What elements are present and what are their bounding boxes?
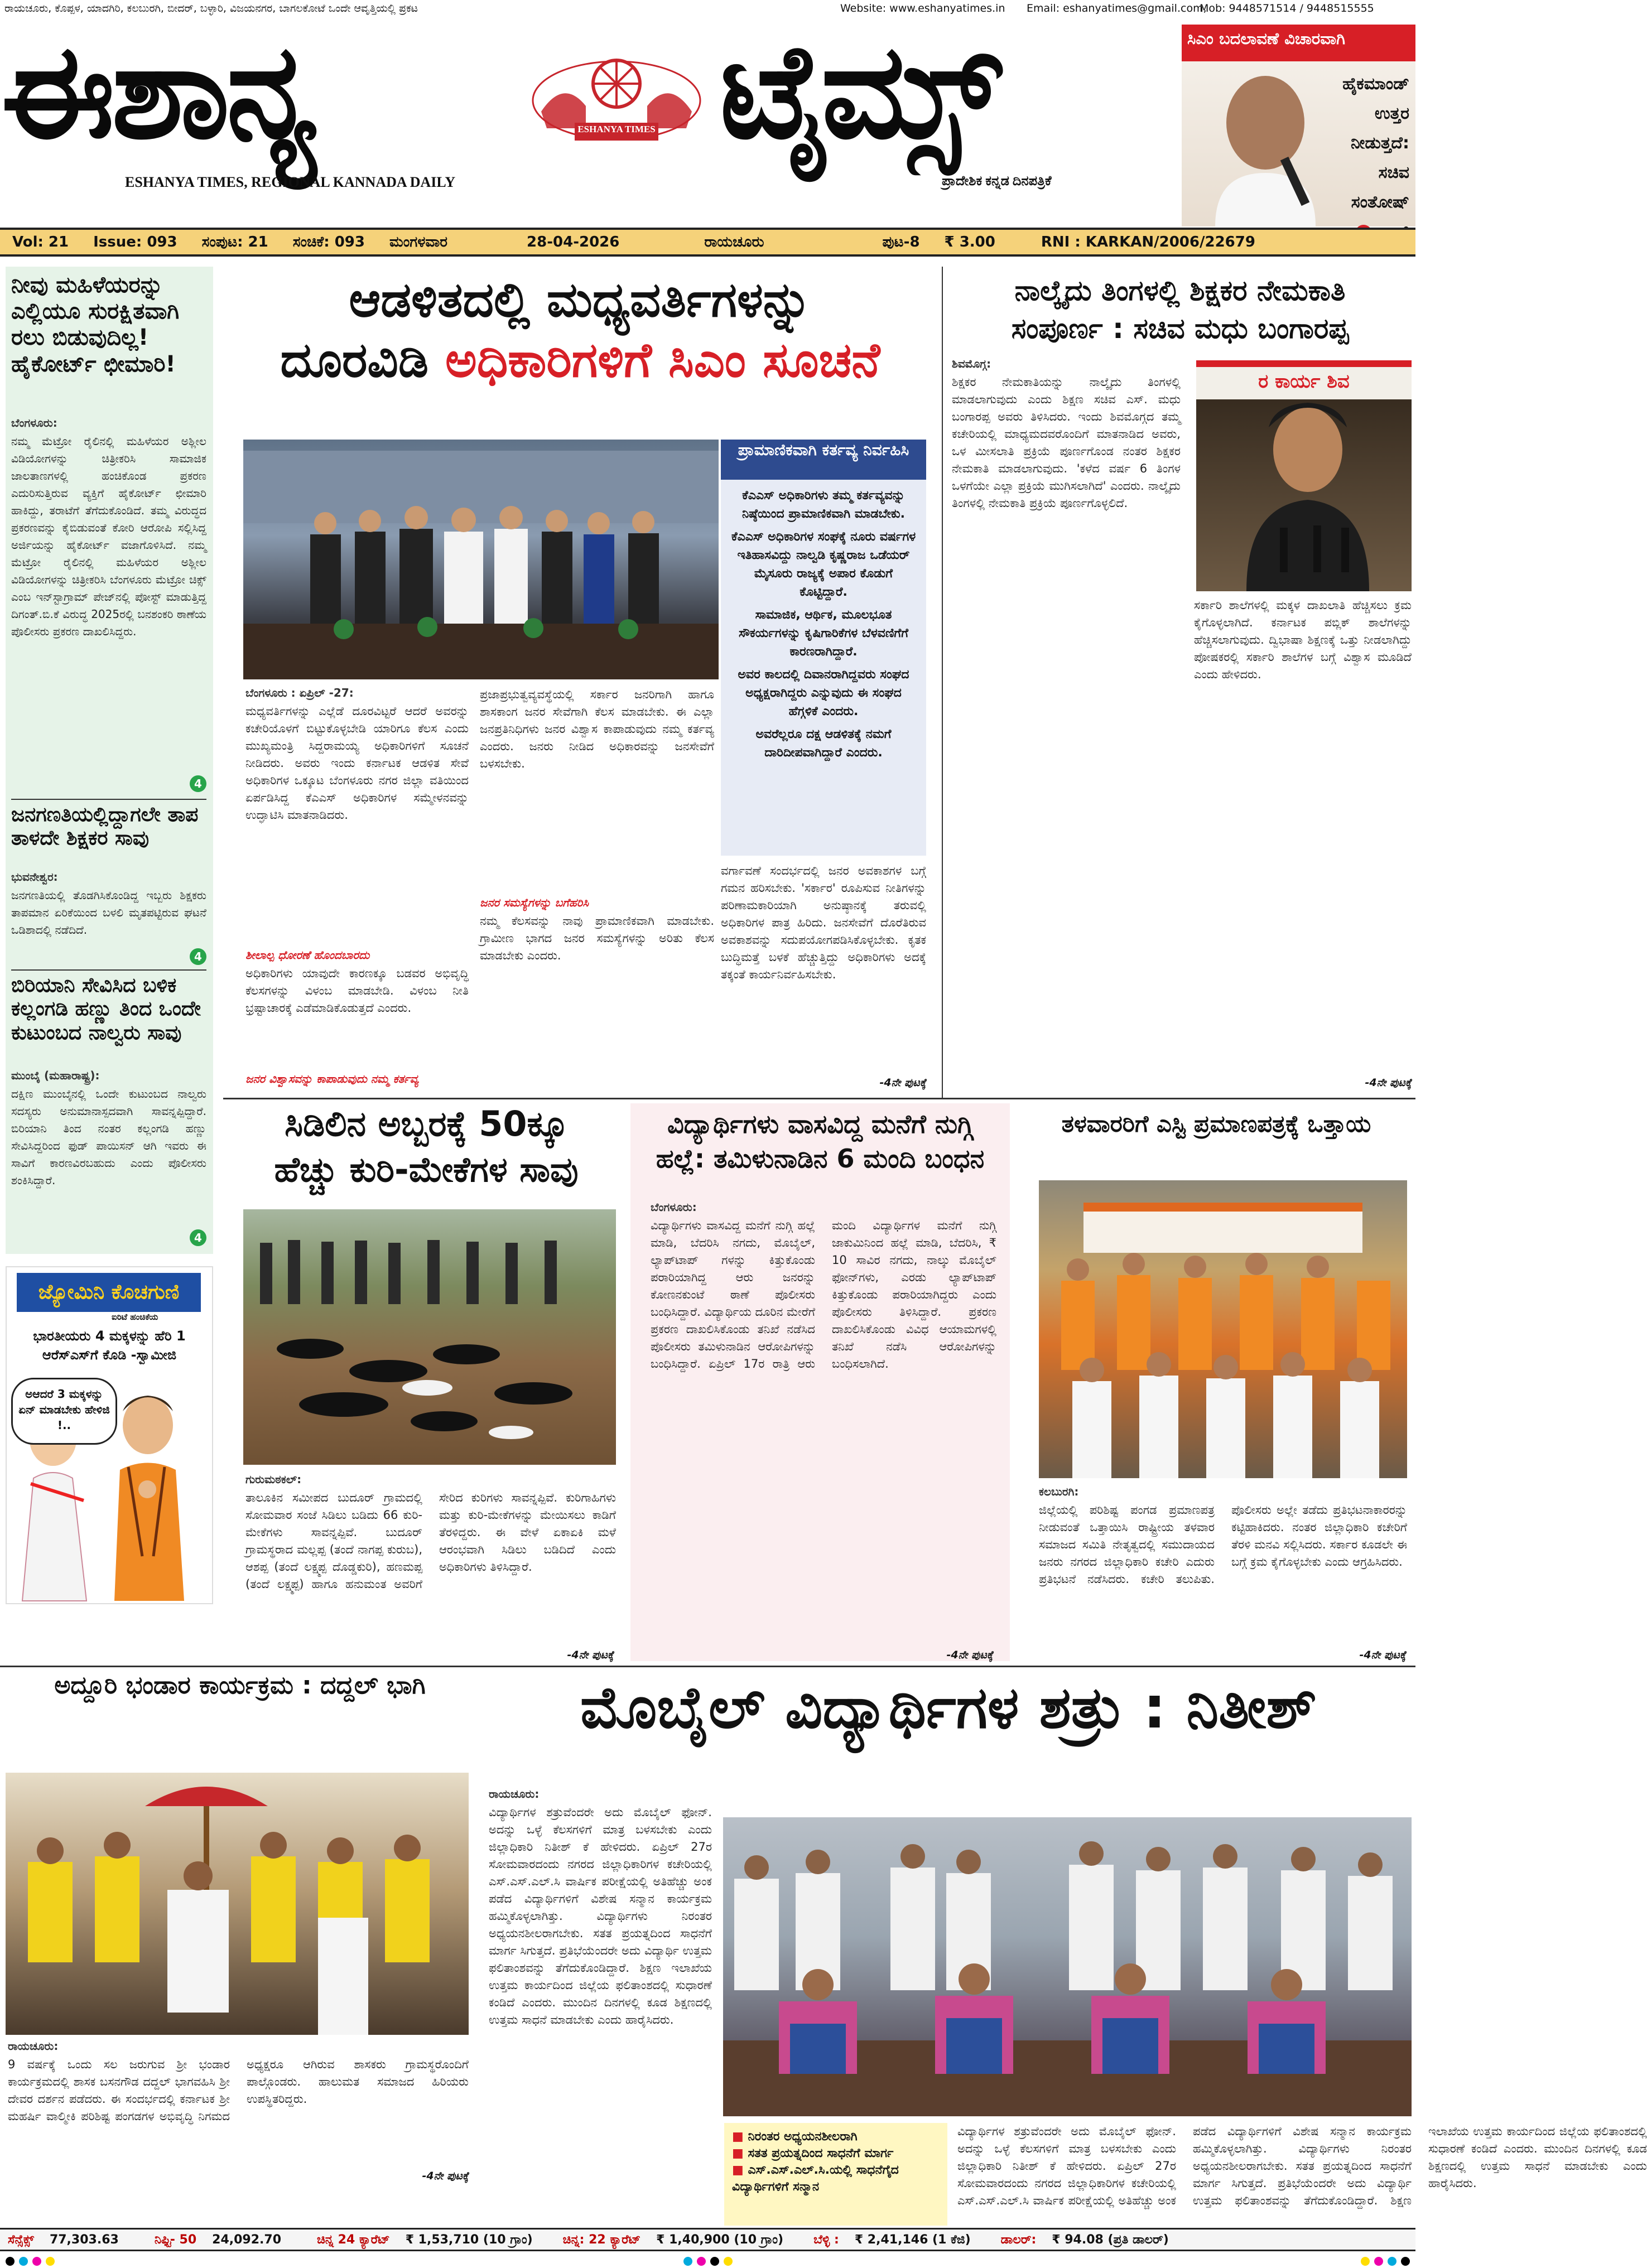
lead-box-item: ಅವರ ಕಾಲದಲ್ಲಿ ದಿವಾನರಾಗಿದ್ದವರು ಸಂಘದ ಅಧ್ಯಕ್ಷರಾಗಿದ್ದರು ಎನ್ನುವುದು ಈ ಸಂಘದ ಹೆಗ್ಗಳಿಕೆ ಎಂದರು. xyxy=(738,668,909,718)
brief-2-dateline: ಭುವನೇಶ್ವರ: xyxy=(11,870,58,884)
students-headline-line-1[interactable]: ವಿದ್ಯಾರ್ಥಿಗಳು ವಾಸವಿದ್ದ ಮನೆಗೆ ನುಗ್ಗಿ xyxy=(667,1109,973,1139)
lead-highlight-box xyxy=(721,480,926,856)
lead-box-item: ಸಾಮಾಜಿಕ, ಆರ್ಥಿಕ, ಮೂಲಭೂತ ಸೌಕರ್ಯಗಳನ್ನು ಕೃಷಿಗಾರಿಕೆಗಳ ಬೆಳವಣಿಗೆಗೆ ಕಾರಣರಾಗಿದ್ದಾರೆ. xyxy=(739,608,908,659)
lead-box-item: ಕೆಎಎಸ್ ಅಧಿಕಾರಿಗಳ ಸಂಘಕ್ಕೆ ನೂರು ವರ್ಷಗಳ ಇತಿಹಾಸವಿದ್ದು ನಾಲ್ವಡಿ ಕೃಷ್ಣರಾಜ ಒಡೆಯರ್ ಮೈಸೂರು ರಾಜ್ಯಕ್ಕೆ ಅಪಾರ ಕೊಡುಗೆ ಕೊಟ್ಟಿದ್ದಾರೆ. xyxy=(731,530,916,599)
lead-body-col-1b: ಅಧಿಕಾರಿಗಳು ಯಾವುದೇ ಕಾರಣಕ್ಕೂ ಬಡವರ ಅಭಿವೃದ್ಧಿ ಕೆಲಸಗಳನ್ನು ವಿಳಂಬ ಮಾಡಬೇಡಿ. ವಿಳಂಬ ನೀತಿ ಭ್ರಷ್ಟಾಚಾರಕ್ಕೆ ಎಡೆಮಾಡಿಕೊಡುತ್ತದೆ ಎಂದರು. xyxy=(245,967,469,1015)
yellow-dot-icon xyxy=(46,2257,55,2266)
lead-continued[interactable]: -4ನೇ ಪುಟಕ್ಕೆ xyxy=(879,1077,926,1089)
bullet-icon: ■ xyxy=(732,2130,748,2144)
lead-subhead-3: ಜನರ ಸಮಸ್ಯೆಗಳನ್ನು ಬಗೆಹರಿಸಿ xyxy=(480,896,589,909)
certificate-body: ಜಿಲ್ಲೆಯಲ್ಲಿ ಪರಿಶಿಷ್ಟ ಪಂಗಡ ಪ್ರಮಾಣಪತ್ರ ನೀಡುವಂತೆ ಒತ್ತಾಯಿಸಿ ರಾಷ್ಟ್ರೀಯ ತಳವಾರ ಸಮಾಜದ ಸಮಿತಿ ನೇತೃತ್ವದಲ್ಲಿ ಸಮುದಾಯದ ಜನರು ನಗರದ ಜಿಲ್ಲಾಧಿಕಾರಿ ಕಚೇರಿ ಎದುರು ಪ್ರತಿಭಟನೆ ನಡೆಸಿದರು. ಕಚೇರಿ ತಲುಪಿತು. ಪೊಲೀಸರು ಅಲ್ಲೇ ತಡೆದು ಪ್ರತಿಭಟನಾಕಾರರನ್ನು ಕಟ್ಟಿಹಾಕಿದರು. ನಂತರ ಜಿಲ್ಲಾಧಿಕಾರಿ ಕಚೇರಿಗೆ ತೆರಳಿ ಮನವಿ ಸಲ್ಲಿಸಿದರು. ಸರ್ಕಾರ ಕೂಡಲೇ ಈ ಬಗ್ಗೆ ಕ್ರಮ ಕೈಗೊಳ್ಳಬೇಕು ಎಂದು ಆಗ್ರಹಿಸಿದರು. xyxy=(1039,1503,1407,1586)
samputa: ಸಂಪುಟ: 21 xyxy=(201,233,268,250)
dollar-value: ₹ 94.08 (ಪ್ರತಿ ಡಾಲರ್) xyxy=(1052,2232,1169,2247)
addur-dateline: ರಾಯಚೂರು: xyxy=(8,2039,59,2053)
silver-value: ₹ 2,41,146 (1 ಕೆಜಿ) xyxy=(854,2232,971,2247)
sidilu-body: ತಾಲೂಕಿನ ಸಮೀಪದ ಬುದೂರ್ ಗ್ರಾಮದಲ್ಲಿ ಸೋಮವಾರ ಸಂಜೆ ಸಿಡಿಲು ಬಡಿದು 66 ಕುರಿ-ಮೇಕೆಗಳು ಸಾವನ್ನಪ್ಪಿವೆ. ಬುದೂರ್ ಗ್ರಾಮಸ್ಥರಾದ ಮಲ್ಲಪ್ಪ (ತಂದೆ ನಾಗಪ್ಪ ಕುರುಬ), ಆಶಪ್ಪ (ತಂದೆ ಲಕ್ಷ್ಮಪ್ಪ ದೊಡ್ಡಕುರಿ), ಹಣಮಪ್ಪ (ತಂದೆ ಲಕ್ಷ್ಮಪ್ಪ) ಹಾಗೂ ಹನುಮಂತ ಅವರಿಗೆ ಸೇರಿದ ಕುರಿಗಳು ಸಾವನ್ನಪ್ಪಿವೆ. ಕುರಿಗಾಹಿಗಳು ಮತ್ತು ಕುರಿ-ಮೇಕೆಗಳನ್ನು ಮೇಯಿಸಲು ಕಾಡಿಗೆ ತೆರಳಿದ್ದರು. ಈ ವೇಳೆ ಏಕಾಏಕಿ ಮಳೆ ಆರಂಭವಾಗಿ ಸಿಡಿಲು ಬಡಿದಿದೆ ಎಂದು ಅಧಿಕಾರಿಗಳು ತಿಳಿಸಿದ್ದಾರೆ. xyxy=(245,1491,616,1591)
yellow-dot-icon xyxy=(724,2257,733,2266)
bullet-icon: ■ xyxy=(732,2146,748,2160)
ear-line-1: ಸಿಎಂ ಬದಲಾವಣೆ ವಿಚಾರವಾಗಿ xyxy=(1187,29,1345,48)
mobile-bullet-text: ನಿರಂತರ ಅಧ್ಯಯನಶೀಲರಾಗಿ xyxy=(748,2130,858,2144)
brief-2-body: ಜನಗಣತಿಯಲ್ಲಿ ತೊಡಗಿಸಿಕೊಂಡಿದ್ದ ಇಬ್ಬರು ಶಿಕ್ಷಕರು ತಾಪಮಾನ ಏರಿಕೆಯಿಂದ ಬಳಲಿ ಮೃತಪಟ್ಟಿರುವ ಘಟನೆ ಒಡಿಶಾದಲ್ಲಿ ನಡೆದಿದೆ. xyxy=(11,889,206,937)
students-dateline: ಬೆಂಗಳೂರು: xyxy=(651,1200,697,1214)
nifty-label: ನಿಫ್ಟಿ- 50 xyxy=(154,2232,197,2247)
lead-body-col-2: ಪ್ರಜಾಪ್ರಭುತ್ವವ್ಯವಸ್ಥೆಯಲ್ಲಿ ಸರ್ಕಾರ ಜನರಿಗಾಗಿ ಹಾಗೂ ಶಾಸಕಾಂಗ ಜನರ ಸೇವೆಗಾಗಿ ಕೆಲಸ ಮಾಡಬೇಕು. ಈ ಎಲ್ಲಾ ಜನಪ್ರತಿನಿಧಿಗಳು ಜನರ ವಿಶ್ವಾಸ ಕಾಪಾಡುವುದು ನಮ್ಮ ಕರ್ತವ್ಯ ಎಂದರು. ಜನರು ನೀಡಿದ ಅಧಿಕಾರವನ್ನು ಜನಸೇವೆಗೆ ಬಳಸಬೇಕು. xyxy=(480,688,714,770)
brief-1-headline[interactable]: ನೀವು ಮಹಿಳೆಯರನ್ನು ಎಲ್ಲಿಯೂ ಸುರಕ್ಷಿತವಾಗಿ ರಲು ಬಿಡುವುದಿಲ್ಲ! ಹೈಕೋರ್ಟ್ ಛೀಮಾರಿ! xyxy=(11,272,180,377)
madhu-headline-line-1[interactable]: ನಾಲ್ಕೈದು ತಿಂಗಳಲ್ಲಿ ಶಿಕ್ಷಕರ ನೇಮಕಾತಿ xyxy=(1014,274,1346,307)
students-headline-line-2[interactable]: ಹಲ್ಲೆ: ತಮಿಳುನಾಡಿನ 6 ಮಂದಿ ಬಂಧನ xyxy=(656,1143,985,1174)
lead-box-item: ಅವರೆಲ್ಲರೂ ದಕ್ಷ ಆಡಳಿತಕ್ಕೆ ನಮಗೆ ದಾರಿದೀಪವಾಗಿದ್ದಾರೆ ಎಂದರು. xyxy=(755,727,892,760)
mobile-bullet xyxy=(732,2162,940,2195)
masthead-subtitle-kn: ಪ್ರಾದೇಶಿಕ ಕನ್ನಡ ದಿನಪತ್ರಿಕೆ xyxy=(942,174,1052,189)
brief-3-page-ref[interactable]: 4 xyxy=(190,1229,206,1246)
price: ₹ 3.00 xyxy=(944,234,995,250)
issue-info-bar xyxy=(0,228,1415,257)
brief-1-dateline: ಬೆಂಗಳೂರು: xyxy=(11,416,57,430)
lead-box-title: ಪ್ರಾಮಾಣಿಕವಾಗಿ ಕರ್ತವ್ಯ ನಿರ್ವಹಿಸಿ xyxy=(721,440,926,480)
emblem-logo xyxy=(524,45,709,156)
color-marks-left xyxy=(6,2257,55,2267)
cartoon-caption: ಭಾರತೀಯರು 4 ಮಕ್ಕಳನ್ನು ಹೆರಿ 1 ಆರೆಸ್‌ಎಸ್‌ಗೆ ಕೊಡಿ -ಸ್ವಾಮೀಜಿ xyxy=(33,1328,186,1363)
yellow-dot-icon xyxy=(1361,2257,1370,2266)
madhu-continued[interactable]: -4ನೇ ಪುಟಕ್ಕೆ xyxy=(1365,1077,1412,1089)
brief-1-body: ನಮ್ಮ ಮೆಟ್ರೋ ರೈಲಿನಲ್ಲಿ ಮಹಿಳೆಯರ ಅಶ್ಲೀಲ ವಿಡಿಯೋಗಳನ್ನು ಚಿತ್ರೀಕರಿಸಿ ಸಾಮಾಜಿಕ ಜಾಲತಾಣಗಳಲ್ಲಿ ಹಂಚಿಕೊಂಡ ಪ್ರಕರಣ ಎದುರಿಸುತ್ತಿರುವ ವ್ಯಕ್ತಿಗೆ ಹೈಕೋರ್ಟ್ ಛೀಮಾರಿ ಹಾಕಿದ್ದು, ತರಾಟೆಗೆ ತೆಗೆದುಕೊಂಡಿದೆ. ತಮ್ಮ ವಿರುದ್ಧದ ಪ್ರಕರಣವನ್ನು ಕೈಬಿಡುವಂತೆ ಕೋರಿ ಆರೋಪಿ ಸಲ್ಲಿಸಿದ್ದ ಅರ್ಜಿಯನ್ನು ಹೈಕೋರ್ಟ್ ವಜಾಗೊಳಿಸಿದೆ. ನಮ್ಮ ಮೆಟ್ರೋ ರೈಲಿನಲ್ಲಿ ಮಹಿಳೆಯರ ಅಶ್ಲೀಲ ವಿಡಿಯೋಗಳನ್ನು ಚಿತ್ರೀಕರಿಸಿ ಬೆಂಗಳೂರು ಮೆಟ್ರೋ ಚಿಕ್ಸ್ ಎಂಬ ಇನ್‌ಸ್ಟಾಗ್ರಾಮ್ ಪೇಜ್‌ನಲ್ಲಿ ಪೋಸ್ಟ್ ಮಾಡುತ್ತಿದ್ದ ದಿಗಂತ್.ಬಿ.ಕೆ ವಿರುದ್ಧ 2025ರಲ್ಲಿ ಬನಶಂಕರಿ ಠಾಣೆಯ ಪೊಲೀಸರು ಪ್ರಕರಣ ದಾಖಲಿಸಿದ್ದರು. xyxy=(11,435,206,638)
brief-3-dateline: ಮುಂಬೈ (ಮಹಾರಾಷ್ಟ್ರ): xyxy=(11,1069,100,1082)
masthead-subtitle-en: ESHANYA TIMES, REGIONAL KANNADA DAILY xyxy=(125,174,456,190)
ear-line-6: ಸಂತೋಷ್ xyxy=(1351,192,1409,212)
addur-continued[interactable]: -4ನೇ ಪುಟಕ್ಕೆ xyxy=(422,2170,469,2182)
divider xyxy=(11,969,206,971)
certificate-photo xyxy=(1039,1180,1407,1478)
lead-body-col-3: ವರ್ಗಾವಣೆ ಸಂದರ್ಭದಲ್ಲಿ ಜನರ ಅವಕಾಶಗಳ ಬಗ್ಗೆ ಗಮನ ಹರಿಸಬೇಕು. 'ಸರ್ಕಾರ' ರೂಪಿಸುವ ನೀತಿಗಳನ್ನು ಪರಿಣಾಮಕಾರಿಯಾಗಿ ಅನುಷ್ಠಾನಕ್ಕೆ ತರುವಲ್ಲಿ ಅಧಿಕಾರಿಗಳ ಪಾತ್ರ ಹಿರಿದು. ಜನಸೇವೆಗೆ ದೊರೆತಿರುವ ಅವಕಾಶವನ್ನು ಸದುಪಯೋಗಪಡಿಸಿಕೊಳ್ಳಬೇಕು. ಕೃತಕ ಬುದ್ಧಿಮತ್ತೆ ಬಳಕೆ ಹೆಚ್ಚುತ್ತಿದ್ದು ಅಧಿಕಾರಿಗಳು ಅದಕ್ಕೆ ತಕ್ಕಂತೆ ಕಾರ್ಯನಿರ್ವಹಿಸಬೇಕು. xyxy=(721,864,926,981)
madhu-body-col-2: ಸರ್ಕಾರಿ ಶಾಲೆಗಳಲ್ಲಿ ಮಕ್ಕಳ ದಾಖಲಾತಿ ಹೆಚ್ಚಿಸಲು ಕ್ರಮ ಕೈಗೊಳ್ಳಲಾಗಿದೆ. ಕರ್ನಾಟಕ ಪಬ್ಲಿಕ್ ಶಾಲೆಗಳನ್ನು ಹೆಚ್ಚಿಸಲಾಗುವುದು. ದ್ವಿಭಾಷಾ ಶಿಕ್ಷಣಕ್ಕೆ ಒತ್ತು ನೀಡಲಾಗಿದ್ದು ಪೋಷಕರಲ್ಲಿ ಸರ್ಕಾರಿ ಶಾಲೆಗಳ ಬಗ್ಗೆ ವಿಶ್ವಾಸ ಮೂಡಿದೆ ಎಂದು ಹೇಳಿದರು. xyxy=(1194,599,1412,681)
mobile-bullet-text: ಸತತ ಪ್ರಯತ್ನದಿಂದ ಸಾಧನೆಗೆ ಮಾರ್ಗ xyxy=(748,2146,894,2160)
masthead-title-left: ಈಶಾನ್ಯ xyxy=(1,14,314,168)
lead-headline-black: ದೂರವಿಡಿ xyxy=(280,332,446,388)
dollar-label: ಡಾಲರ್: xyxy=(1000,2232,1037,2247)
cyan-dot-icon xyxy=(1388,2257,1396,2266)
lead-body-col-2b: ನಮ್ಮ ಕೆಲಸವನ್ನು ನಾವು ಪ್ರಾಮಾಣಿಕವಾಗಿ ಮಾಡಬೇಕು. ಗ್ರಾಮೀಣ ಭಾಗದ ಜನರ ಸಮಸ್ಯೆಗಳನ್ನು ಅರಿತು ಕೆಲಸ ಮಾಡಬೇಕು ಎಂದರು. xyxy=(480,914,714,962)
issue-date: 28-04-2026 xyxy=(527,234,620,250)
color-marks-center xyxy=(683,2257,733,2267)
madhu-dateline: ಶಿವಮೊಗ್ಗ: xyxy=(952,357,991,370)
lead-body-col-1: ಮಧ್ಯವರ್ತಿಗಳನ್ನು ಎಲ್ಲೆಡೆ ದೂರವಿಟ್ಟರೆ ಆದರೆ ಅವರನ್ನು ಕಚೇರಿಯೊಳಗೆ ಬಿಟ್ಟುಕೊಳ್ಳಬೇಡಿ ಯಾರಿಗೂ ಕೆಲಸ ಎಂದು ಮುಖ್ಯಮಂತ್ರಿ ಸಿದ್ದರಾಮಯ್ಯ ಅಧಿಕಾರಿಗಳಿಗೆ ಸೂಚನೆ ನೀಡಿದರು. ಅವರು ಇಂದು ಕರ್ನಾಟಕ ಆಡಳಿತ ಸೇವೆ ಅಧಿಕಾರಿಗಳ ಒಕ್ಕೂಟ ಬೆಂಗಳೂರು ನಗರ ಜಿಲ್ಲಾ ವತಿಯಿಂದ ಏರ್ಪಡಿಸಿದ್ದ ಕೆಎಎಸ್ ಅಧಿಕಾರಿಗಳ ಸಮ್ಮೇಳನವನ್ನು ಉದ್ಘಾಟಿಸಿ ಮಾತನಾಡಿದರು. xyxy=(245,704,469,822)
nifty-value: 24,092.70 xyxy=(212,2232,282,2247)
mobile-body-col-1: ವಿದ್ಯಾರ್ಥಿಗಳ ಶತ್ರುವೆಂದರೇ ಅದು ಮೊಬೈಲ್ ಫೋನ್. ಅದನ್ನು ಒಳ್ಳೆ ಕೆಲಸಗಳಿಗೆ ಮಾತ್ರ ಬಳಸಬೇಕು ಎಂದು ಜಿಲ್ಲಾಧಿಕಾರಿ ನಿತೀಶ್ ಕೆ ಹೇಳಿದರು. ಏಪ್ರಿಲ್ 27ರ ಸೋಮವಾರದಂದು ನಗರದ ಜಿಲ್ಲಾಧಿಕಾರಿಗಳ ಕಚೇರಿಯಲ್ಲಿ ಎಸ್.ಎಸ್.ಎಲ್.ಸಿ ವಾರ್ಷಿಕ ಪರೀಕ್ಷೆಯಲ್ಲಿ ಅತಿಹೆಚ್ಚು ಅಂಕ ಪಡೆದ ವಿದ್ಯಾರ್ಥಿಗಳಿಗೆ ವಿಶೇಷ ಸನ್ಮಾನ ಕಾರ್ಯಕ್ರಮ ಹಮ್ಮಿಕೊಳ್ಳಲಾಗಿತ್ತು. ವಿದ್ಯಾರ್ಥಿಗಳು ನಿರಂತರ ಅಧ್ಯಯನಶೀಲರಾಗಬೇಕು. ಸತತ ಪ್ರಯತ್ನದಿಂದ ಸಾಧನೆಗೆ ಮಾರ್ಗ ಸಿಗುತ್ತದೆ. ಪ್ರತಿಭೆಯೆಂದರೇ ಅದು ವಿದ್ಯಾರ್ಥಿ ಉತ್ತಮ ಫಲಿತಾಂಶವನ್ನು ತೆಗೆದುಕೊಂಡಿದ್ದಾರೆ. ಶಿಕ್ಷಣ ಇಲಾಖೆಯ ಉತ್ತಮ ಕಾರ್ಯದಿಂದ ಜಿಲ್ಲೆಯ ಫಲಿತಾಂಶದಲ್ಲಿ ಸುಧಾರಣೆ ಕಂಡಿದೆ ಎಂದರು. ಮುಂದಿನ ದಿನಗಳಲ್ಲಿ ಕೂಡ ಶಿಕ್ಷಣದಲ್ಲಿ ಉತ್ತಮ ಸಾಧನೆ ಮಾಡಬೇಕು ಎಂದು ಹಾರೈಸಿದರು. xyxy=(489,1806,712,2026)
cartoon-speech-bubble: ಅಆದರೆ 3 ಮಕ್ಕಳನ್ನು ಏನ್ ಮಾಡಬೇಕು ಹೇಳಿಜಿ !.. xyxy=(11,1378,117,1445)
lead-headline-red: ಅಧಿಕಾರಿಗಳಿಗೆ ಸಿಎಂ ಸೂಚನೆ xyxy=(445,332,880,388)
website[interactable]: Website: www.eshanyatimes.in xyxy=(840,2,1005,15)
brief-1-page-ref[interactable]: 4 xyxy=(190,775,206,792)
weekday: ಮಂಗಳವಾರ xyxy=(389,233,448,250)
emblem-text: ESHANYA TIMES xyxy=(577,124,656,134)
madhu-body-col-1: ಶಿಕ್ಷಕರ ನೇಮಕಾತಿಯನ್ನು ನಾಲ್ಕೈದು ತಿಂಗಳಲ್ಲಿ ಮಾಡಲಾಗುವುದು ಎಂದು ಶಿಕ್ಷಣ ಸಚಿವ ಎಸ್. ಮಧು ಬಂಗಾರಪ್ಪ ಅವರು ತಿಳಿಸಿದರು. ಇಂದು ಶಿವಮೊಗ್ಗದ ತಮ್ಮ ಕಚೇರಿಯಲ್ಲಿ ಮಾಧ್ಯಮದವರೊಂದಿಗೆ ಮಾತನಾಡಿದ ಅವರು, ಒಳ ಮೀಸಲಾತಿ ಪ್ರಕ್ರಿಯೆ ಪೂರ್ಣಗೊಂಡ ನಂತರ ಶಿಕ್ಷಕರ ನೇಮಕಾತಿ ಮಾಡಲಾಗುವುದು. 'ಕಳೆದ ವರ್ಷ 6 ತಿಂಗಳ ಒಳಗೆಯೇ ಎಲ್ಲಾ ಪ್ರಕ್ರಿಯೆ ಮುಗಿಸಲಾಗಿದೆ' ಎಂದರು. ನಾಲ್ಕೈದು ತಿಂಗಳಲ್ಲಿ ನೇಮಕಾತಿ ಪ್ರಕ್ರಿಯೆ ಪೂರ್ಣಗೊಳ್ಳಲಿದೆ. xyxy=(952,375,1181,510)
sidilu-headline-line-1[interactable]: ಸಿಡಿಲಿನ ಅಬ್ಬರಕ್ಕೆ 50ಕ್ಕೂ xyxy=(285,1103,568,1144)
market-ticker xyxy=(0,2228,1415,2251)
brief-2-page-ref[interactable]: 4 xyxy=(190,948,206,965)
masthead-title-right: ಟೈಮ್ಸ್ xyxy=(720,14,998,168)
sensex-label: ಸೆನ್ಸೆಕ್ಸ್ xyxy=(8,2232,34,2247)
addur-body: 9 ವರ್ಷಕ್ಕೆ ಒಂದು ಸಲ ಜರುಗುವ ಶ್ರೀ ಭಂಡಾರ ಕಾರ್ಯಕ್ರಮದಲ್ಲಿ ಶಾಸಕ ಬಸನಗೌಡ ದದ್ದಲ್ ಭಾಗವಹಿಸಿ ಶ್ರೀ ದೇವರ ದರ್ಶನ ಪಡೆದರು. ಈ ಸಂದರ್ಭದಲ್ಲಿ ಕರ್ನಾಟಕ ಶ್ರೀ ಮಹರ್ಷಿ ವಾಲ್ಮೀಕಿ ಪರಿಶಿಷ್ಟ ಪಂಗಡಗಳ ಅಭಿವೃದ್ಧಿ ನಿಗಮದ ಅಧ್ಯಕ್ಷರೂ ಆಗಿರುವ ಶಾಸಕರು ಗ್ರಾಮಸ್ಥರೊಂದಿಗೆ ಪಾಲ್ಗೊಂಡರು. ಹಾಲುಮತ ಸಮಾಜದ ಹಿರಿಯರು ಉಪಸ್ಥಿತರಿದ್ದರು. xyxy=(8,2058,469,2123)
ear-line-4: ನೀಡುತ್ತದೆ: xyxy=(1351,133,1409,153)
registration-marks xyxy=(6,2257,1410,2267)
cartoon-title: ಜ್ಯೋಮಿನಿ ಕೊಚಗುಣಿ xyxy=(17,1273,201,1312)
cartoon-drawing xyxy=(11,1372,208,1601)
mobile-highlights-box xyxy=(724,2123,947,2226)
magenta-dot-icon xyxy=(1374,2257,1383,2266)
certificate-dateline: ಕಲಬುರಗಿ: xyxy=(1039,1485,1079,1498)
column-rule xyxy=(942,267,943,1098)
mobile-bullet xyxy=(732,2129,940,2145)
magenta-dot-icon xyxy=(697,2257,706,2266)
gold22-label: ಚಿನ್ನ: 22 ಕ್ಯಾರೆಟ್ xyxy=(562,2232,641,2247)
lead-subhead-1: ಶೀಲಾಲ್ಪ ಧೋರಣೆ ಹೊಂದಬಾರದು xyxy=(245,948,370,962)
addur-photo xyxy=(6,1773,469,2035)
mobile-headline[interactable]: ಮೊಬೈಲ್ ವಿದ್ಯಾರ್ಥಿಗಳ ಶತ್ರು : ನಿತೀಶ್ xyxy=(580,1673,1317,1741)
rni-number: RNI : KARKAN/2006/22679 xyxy=(1041,234,1255,250)
sensex-value: 77,303.63 xyxy=(49,2232,119,2247)
lead-headline-line-1[interactable]: ಆಡಳಿತದಲ್ಲಿ ಮಧ್ಯವರ್ತಿಗಳನ್ನು xyxy=(349,272,812,328)
gold22-value: ₹ 1,40,900 (10 ಗ್ರಾಂ) xyxy=(656,2232,784,2247)
silver-label: ಬೆಳ್ಳಿ : xyxy=(813,2232,839,2247)
sidilu-photo xyxy=(243,1209,616,1465)
black-dot-icon xyxy=(6,2257,15,2266)
color-marks-right xyxy=(1361,2257,1410,2267)
lead-dateline: ಬೆಂಗಳೂರು : ಏಪ್ರಿಲ್ -27: xyxy=(245,686,354,699)
lead-headline-line-2[interactable] xyxy=(223,332,937,393)
brief-2-headline[interactable]: ಜನಗಣತಿಯಲ್ಲಿದ್ದಾಗಲೇ ತಾಪ ತಾಳದೇ ಶಿಕ್ಷಕರ ಸಾವು xyxy=(11,803,199,850)
sidilu-continued[interactable]: -4ನೇ ಪುಟಕ್ಕೆ xyxy=(567,1649,614,1661)
gold24-label: ಚಿನ್ನ 24 ಕ್ಯಾರೆಟ್ xyxy=(317,2232,390,2247)
black-dot-icon xyxy=(1401,2257,1410,2266)
mobile-bullet xyxy=(732,2145,940,2162)
issue: Issue: 093 xyxy=(93,234,177,250)
magenta-dot-icon xyxy=(32,2257,41,2266)
cartoon-byline: ಐರಿಟೆ ಹಂಚಿಕೆಯ xyxy=(112,1312,158,1322)
students-continued[interactable]: -4ನೇ ಪುಟಕ್ಕೆ xyxy=(946,1649,993,1661)
cyan-dot-icon xyxy=(683,2257,692,2266)
gold24-value: ₹ 1,53,710 (10 ಗ್ರಾಂ) xyxy=(405,2232,533,2247)
districts-line: ರಾಯಚೂರು, ಕೊಪ್ಪಳ, ಯಾದಗಿರಿ, ಕಲಬುರಗಿ, ಬೀದರ್, ಬಳ್ಳಾರಿ, ವಿಜಯನಗರ, ಬಾಗಲಕೋಟೆ ಒಂದೇ ಆವೃತ್ತಿಯಲ್ಲಿ ಪ್ರಕಟ xyxy=(4,2,418,15)
lead-photo xyxy=(243,440,719,679)
lead-box-item: ಕೆಎಎಸ್ ಅಧಿಕಾರಿಗಳು ತಮ್ಮ ಕರ್ತವ್ಯವನ್ನು ನಿಷ್ಠೆಯಿಂದ ಪ್ರಾಮಾಣಿಕವಾಗಿ ಮಾಡಬೇಕು. xyxy=(741,489,906,521)
lead-subhead-2: ಜನರ ವಿಶ್ವಾಸವನ್ನು ಕಾಪಾಡುವುದು ನಮ್ಮ ಕರ್ತವ್ಯ xyxy=(245,1072,419,1085)
ear-line-3: ಉತ್ತರ xyxy=(1374,104,1409,123)
section-rule xyxy=(0,1666,1415,1667)
certificate-headline[interactable]: ತಳವಾರರಿಗೆ ಎಸ್ಟಿ ಪ್ರಮಾಣಪತ್ರಕ್ಕೆ ಒತ್ತಾಯ xyxy=(1061,1110,1371,1137)
mobile-body-col-2: ವಿದ್ಯಾರ್ಥಿಗಳ ಶತ್ರುವೆಂದರೇ ಅದು ಮೊಬೈಲ್ ಫೋನ್. ಅದನ್ನು ಒಳ್ಳೆ ಕೆಲಸಗಳಿಗೆ ಮಾತ್ರ ಬಳಸಬೇಕು ಎಂದು ಜಿಲ್ಲಾಧಿಕಾರಿ ನಿತೀಶ್ ಕೆ ಹೇಳಿದರು. ಏಪ್ರಿಲ್ 27ರ ಸೋಮವಾರದಂದು ನಗರದ ಜಿಲ್ಲಾಧಿಕಾರಿಗಳ ಕಚೇರಿಯಲ್ಲಿ ಎಸ್.ಎಸ್.ಎಲ್.ಸಿ ವಾರ್ಷಿಕ ಪರೀಕ್ಷೆಯಲ್ಲಿ ಅತಿಹೆಚ್ಚು ಅಂಕ ಪಡೆದ ವಿದ್ಯಾರ್ಥಿಗಳಿಗೆ ವಿಶೇಷ ಸನ್ಮಾನ ಕಾರ್ಯಕ್ರಮ ಹಮ್ಮಿಕೊಳ್ಳಲಾಗಿತ್ತು. ವಿದ್ಯಾರ್ಥಿಗಳು ನಿರಂತರ ಅಧ್ಯಯನಶೀಲರಾಗಬೇಕು. ಸತತ ಪ್ರಯತ್ನದಿಂದ ಸಾಧನೆಗೆ ಮಾರ್ಗ ಸಿಗುತ್ತದೆ. ಪ್ರತಿಭೆಯೆಂದರೇ ಅದು ವಿದ್ಯಾರ್ಥಿ ಉತ್ತಮ ಫಲಿತಾಂಶವನ್ನು ತೆಗೆದುಕೊಂಡಿದ್ದಾರೆ. ಶಿಕ್ಷಣ ಇಲಾಖೆಯ ಉತ್ತಮ ಕಾರ್ಯದಿಂದ ಜಿಲ್ಲೆಯ ಫಲಿತಾಂಶದಲ್ಲಿ ಸುಧಾರಣೆ ಕಂಡಿದೆ ಎಂದರು. ಮುಂದಿನ ದಿನಗಳಲ್ಲಿ ಕೂಡ ಶಿಕ್ಷಣದಲ್ಲಿ ಉತ್ತಮ ಸಾಧನೆ ಮಾಡಬೇಕು ಎಂದು ಹಾರೈಸಿದರು. xyxy=(957,2125,1647,2207)
madhu-photo xyxy=(1196,360,1412,591)
ear-text xyxy=(1278,69,1409,247)
volume: Vol: 21 xyxy=(12,234,69,250)
place: ರಾಯಚೂರು xyxy=(704,233,764,250)
students-body: ವಿದ್ಯಾರ್ಥಿಗಳು ವಾಸವಿದ್ದ ಮನೆಗೆ ನುಗ್ಗಿ ಹಲ್ಲೆ ಮಾಡಿ, ಬೆದರಿಸಿ ನಗದು, ಮೊಬೈಲ್, ಲ್ಯಾಪ್‌ಟಾಪ್ ಗಳನ್ನು ಕಿತ್ತುಕೊಂಡು ಪರಾರಿಯಾಗಿದ್ದ ಆರು ಜನರನ್ನು ಕೋಣನಕುಂಟೆ ಠಾಣೆ ಪೊಲೀಸರು ಬಂಧಿಸಿದ್ದಾರೆ. ವಿದ್ಯಾರ್ಥಿಯ ದೂರಿನ ಮೇರೆಗೆ ಪ್ರಕರಣ ದಾಖಲಿಸಿಕೊಂಡು ತನಿಖೆ ನಡೆಸಿದ ಪೊಲೀಸರು ತಮಿಳುನಾಡಿನ ಆರೋಪಿಗಳನ್ನು ಬಂಧಿಸಿದ್ದಾರೆ. ಏಪ್ರಿಲ್ 17ರ ರಾತ್ರಿ ಆರು ಮಂದಿ ವಿದ್ಯಾರ್ಥಿಗಳ ಮನೆಗೆ ನುಗ್ಗಿ ಜಾಕುಮಿನಿಂದ ಹಲ್ಲೆ ಮಾಡಿ, ಬೆದರಿಸಿ, ₹ 10 ಸಾವಿರ ನಗದು, ನಾಲ್ಕು ಮೊಬೈಲ್ ಫೋನ್‌ಗಳು, ಎರಡು ಲ್ಯಾಪ್‌ಟಾಪ್ ಕಿತ್ತುಕೊಂಡು ಪರಾರಿಯಾಗಿದ್ದರು ಎಂದು ಪೊಲೀಸರು ತಿಳಿಸಿದ್ದಾರೆ. ಪ್ರಕರಣ ದಾಖಲಿಸಿಕೊಂಡು ವಿವಿಧ ಆಯಾಮಗಳಲ್ಲಿ ತನಿಖೆ ನಡೆಸಿ ಆರೋಪಿಗಳನ್ನು ಬಂಧಿಸಲಾಗಿದೆ. xyxy=(651,1219,996,1371)
page-count: ಪುಟ-8 xyxy=(882,233,920,250)
mobile-number: Mob: 9448571514 / 9448515555 xyxy=(1200,2,1374,15)
brief-3-body: ದಕ್ಷಿಣ ಮುಂಬೈನಲ್ಲಿ ಒಂದೇ ಕುಟುಂಬದ ನಾಲ್ವರು ಸದಸ್ಯರು ಅನುಮಾನಾಸ್ಪದವಾಗಿ ಸಾವನ್ನಪ್ಪಿದ್ದಾರೆ. ಬಿರಿಯಾನಿ ತಿಂದ ನಂತರ ಕಲ್ಲಂಗಡಿ ಹಣ್ಣು ಸೇವಿಸಿದ್ದರಿಂದ ಫುಡ್ ಪಾಯಿಸನ್ ಆಗಿ ಇವರು ಈ ಸಾವಿಗೆ ಕಾರಣವಿರಬಹುದು ಎಂದು ಪೊಲೀಸರು ಶಂಕಿಸಿದ್ದಾರೆ. xyxy=(11,1087,206,1187)
section-rule xyxy=(223,1098,1415,1099)
mobile-dateline: ರಾಯಚೂರು: xyxy=(489,1787,540,1801)
addur-headline[interactable]: ಅದ್ದೂರಿ ಭಂಡಾರ ಕಾರ್ಯಕ್ರಮ : ದದ್ದಲ್ ಭಾಗಿ xyxy=(54,1671,426,1700)
certificate-continued[interactable]: -4ನೇ ಪುಟಕ್ಕೆ xyxy=(1359,1649,1406,1661)
black-dot-icon xyxy=(710,2257,719,2266)
ear-line-2: ಹೈಕಮಾಂಡ್ xyxy=(1342,74,1409,94)
sanchike: ಸಂಚಿಕೆ: 093 xyxy=(292,233,365,250)
sidilu-headline-line-2[interactable]: ಹೆಚ್ಚು ಕುರಿ-ಮೇಕೆಗಳ ಸಾವು xyxy=(274,1149,579,1190)
bullet-icon: ■ xyxy=(732,2163,748,2177)
ear-line-5: ಸಚಿವ xyxy=(1378,163,1409,182)
mobile-photo xyxy=(723,1817,1412,2116)
email[interactable]: Email: eshanyatimes@gmail.com, xyxy=(1027,2,1207,15)
divider xyxy=(11,799,206,800)
lead-box-items xyxy=(721,480,926,769)
brief-3-headline[interactable]: ಬಿರಿಯಾನಿ ಸೇವಿಸಿದ ಬಳಿಕ ಕಲ್ಲಂಗಡಿ ಹಣ್ಣು ತಿಂದ ಒಂದೇ ಕುಟುಂಬದ ನಾಲ್ವರು ಸಾವು xyxy=(11,974,201,1044)
madhu-headline-line-2[interactable]: ಸಂಪೂರ್ಣ : ಸಚಿವ ಮಧು ಬಂಗಾರಪ್ಪ xyxy=(1011,312,1349,345)
sidilu-dateline: ಗುರುಮಠಕಲ್: xyxy=(245,1473,302,1486)
madhu-photo-sign: ರ ಕಾರ್ಯ ಶಿವ xyxy=(1258,370,1350,393)
cyan-dot-icon xyxy=(19,2257,28,2266)
mobile-bullet-text: ಎಸ್.ಎಸ್.ಎಲ್.ಸಿ.ಯಲ್ಲಿ ಸಾಧನೆಗೈದ ವಿದ್ಯಾರ್ಥಿಗಳಿಗೆ ಸನ್ಮಾನ xyxy=(732,2163,899,2194)
